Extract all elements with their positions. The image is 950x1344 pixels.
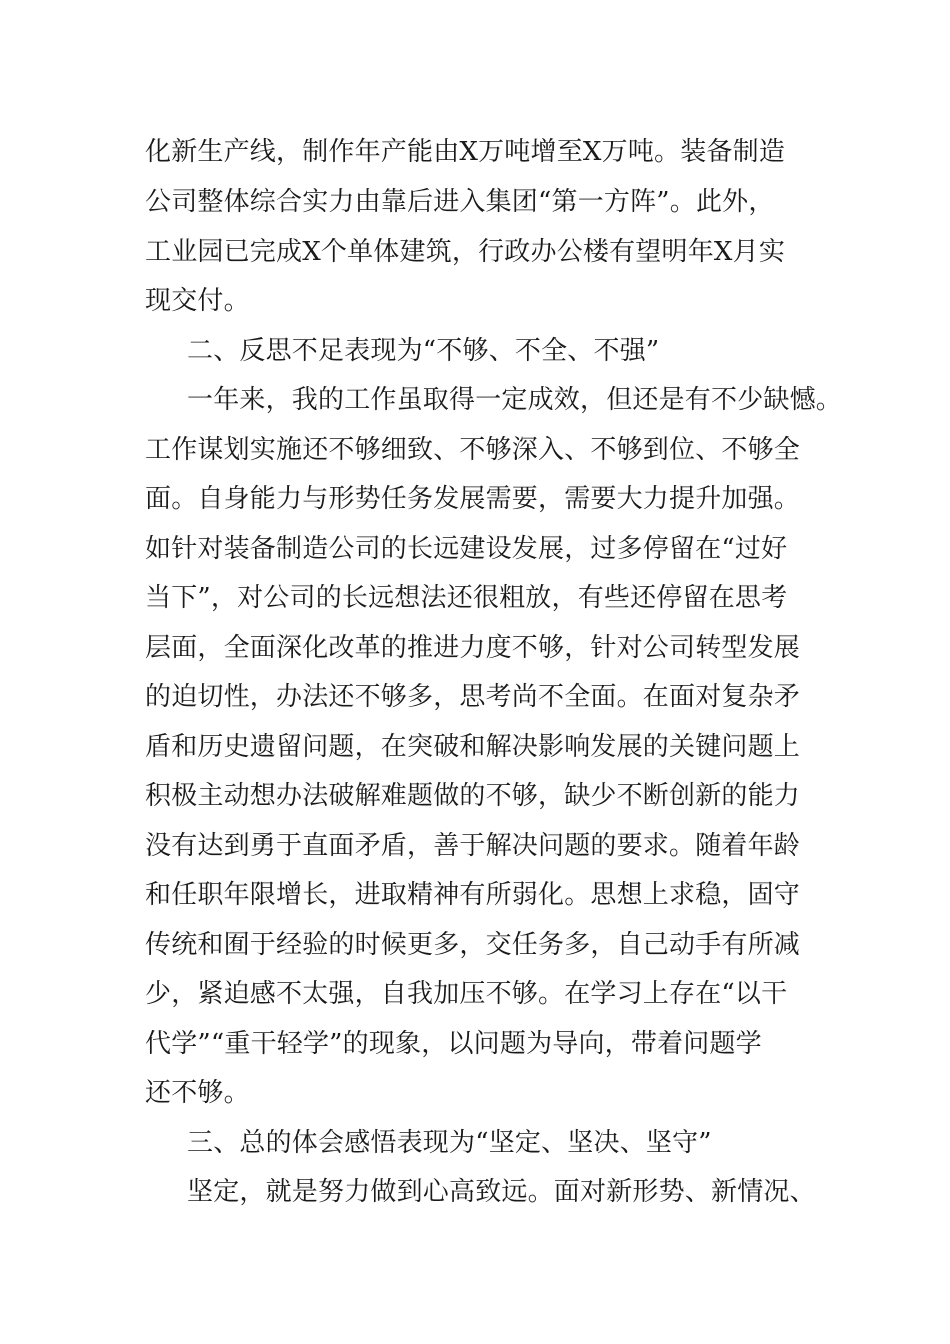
section-heading-3: 三、总的体会感悟表现为“坚定、坚决、坚守” [187,1128,712,1158]
text-line: 的迫切性，办法还不够多，思考尚不全面。在面对复杂矛 [145,682,801,712]
text-line: 积极主动想办法破解难题做的不够，缺少不断创新的能力 [145,781,801,811]
text-line: 化新生产线，制作年产能由X万吨增至X万吨。装备制造 [145,137,786,167]
text-line: 工业园已完成X个单体建筑，行政办公楼有望明年X月实 [145,237,786,267]
text-line: 公司整体综合实力由靠后进入集团“第一方阵”。此外， [145,187,775,217]
text-line: 如针对装备制造公司的长远建设发展，过多停留在“过好 [145,534,788,564]
text-line: 没有达到勇于直面矛盾，善于解决问题的要求。随着年龄 [145,831,801,861]
text-line: 还不够。 [145,1078,250,1108]
text-line: 传统和囿于经验的时候更多，交任务多，自己动手有所减 [145,930,801,960]
text-line: 当下”，对公司的长远想法还很粗放，有些还停留在思考 [145,583,788,613]
section-heading-2: 二、反思不足表现为“不够、不全、不强” [187,336,660,366]
text-line: 现交付。 [145,286,250,316]
text-line: 工作谋划实施还不够细致、不够深入、不够到位、不够全 [145,435,801,465]
text-line: 层面，全面深化改革的推进力度不够，针对公司转型发展 [145,633,801,663]
text-line: 一年来，我的工作虽取得一定成效，但还是有不少缺憾。 [187,385,843,415]
text-line: 坚定，就是努力做到心高致远。面对新形势、新情况、 [187,1177,816,1207]
text-line: 面。自身能力与形势任务发展需要，需要大力提升加强。 [145,484,801,514]
text-line: 代学”“重干轻学”的现象，以问题为导向，带着问题学 [145,1029,762,1059]
text-line: 盾和历史遗留问题，在突破和解决影响发展的关键问题上 [145,732,801,762]
text-line: 和任职年限增长，进取精神有所弱化。思想上求稳，固守 [145,880,801,910]
text-line: 少，紧迫感不太强，自我加压不够。在学习上存在“以干 [145,979,788,1009]
